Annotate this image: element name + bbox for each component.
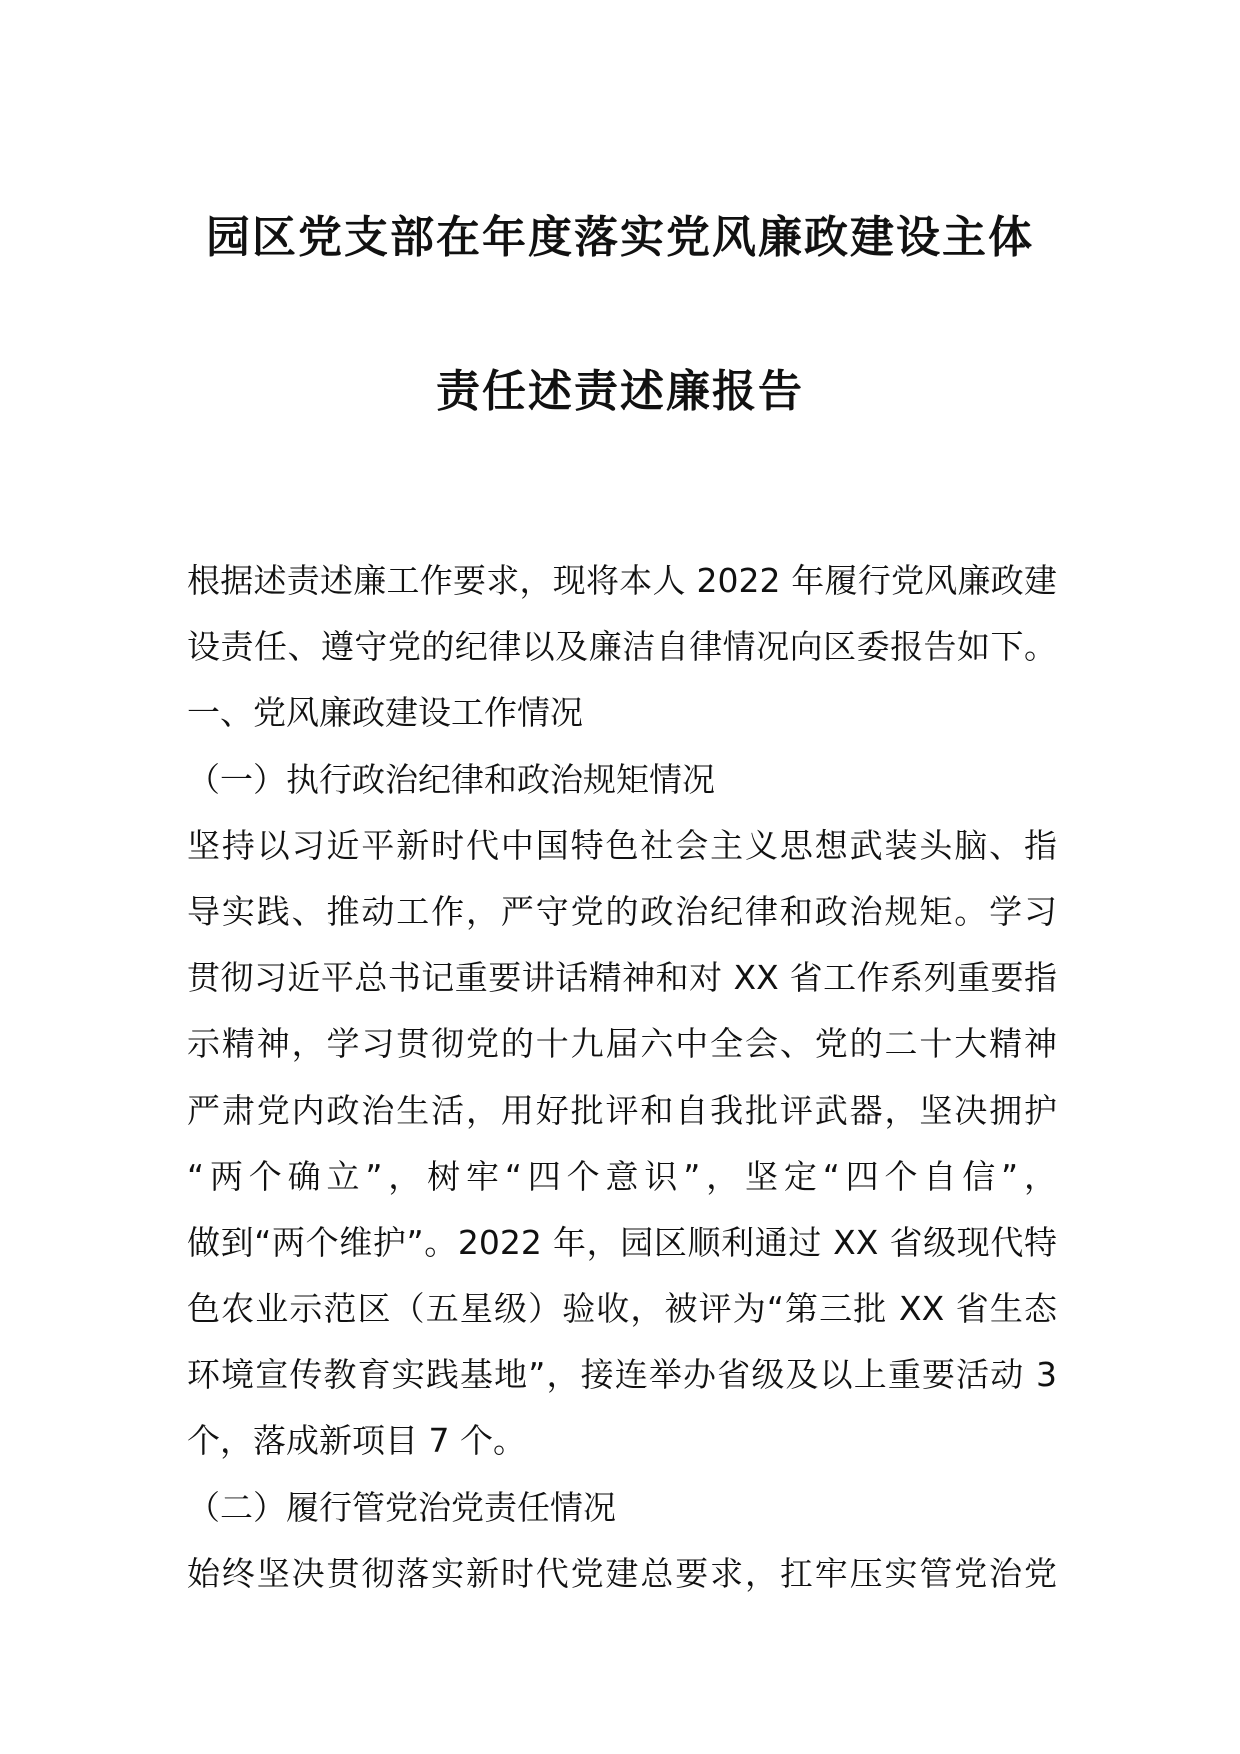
paragraph-line: 色农业示范区（五星级）验收，被评为“第三批 XX 省生态	[187, 1289, 1057, 1329]
document-body	[187, 548, 1057, 1607]
paragraph-line: （二）履行管党治党责任情况	[187, 1487, 616, 1527]
document-title-line-1: 园区党支部在年度落实党风廉政建设主体	[206, 212, 1034, 263]
paragraph-line: 个，落成新项目 7 个。	[187, 1421, 526, 1461]
paragraph-line: 严肃党内政治生活，用好批评和自我批评武器，坚决拥护	[187, 1090, 1057, 1130]
paragraph-line: 示精神，学习贯彻党的十九届六中全会、党的二十大精神	[187, 1024, 1057, 1064]
paragraph-line: 一、党风廉政建设工作情况	[187, 693, 583, 733]
paragraph-line: 设责任、遵守党的纪律以及廉洁自律情况向区委报告如下。	[187, 627, 1057, 667]
paragraph-line: 根据述责述廉工作要求，现将本人 2022 年履行党风廉政建	[187, 561, 1057, 600]
paragraph-line: （一）执行政治纪律和政治规矩情况	[187, 759, 715, 799]
paragraph-line: 导实践、推动工作，严守党的政治纪律和政治规矩。学习	[187, 891, 1057, 931]
paragraph-line: 环境宣传教育实践基地”，接连举办省级及以上重要活动 3	[187, 1355, 1057, 1395]
paragraph-line: 做到“两个维护”。2022 年，园区顺利通过 XX 省级现代特	[187, 1222, 1057, 1262]
paragraph-line: 始终坚决贯彻落实新时代党建总要求，扛牢压实管党治党	[187, 1553, 1057, 1593]
paragraph-line: “两个确立”，树牢“四个意识”，坚定“四个自信”，	[187, 1156, 1057, 1196]
paragraph-line: 贯彻习近平总书记重要讲话精神和对 XX 省工作系列重要指	[187, 958, 1057, 998]
paragraph-line: 坚持以习近平新时代中国特色社会主义思想武装头脑、指	[187, 825, 1057, 865]
document-title-line-2: 责任述责述廉报告	[436, 366, 804, 417]
